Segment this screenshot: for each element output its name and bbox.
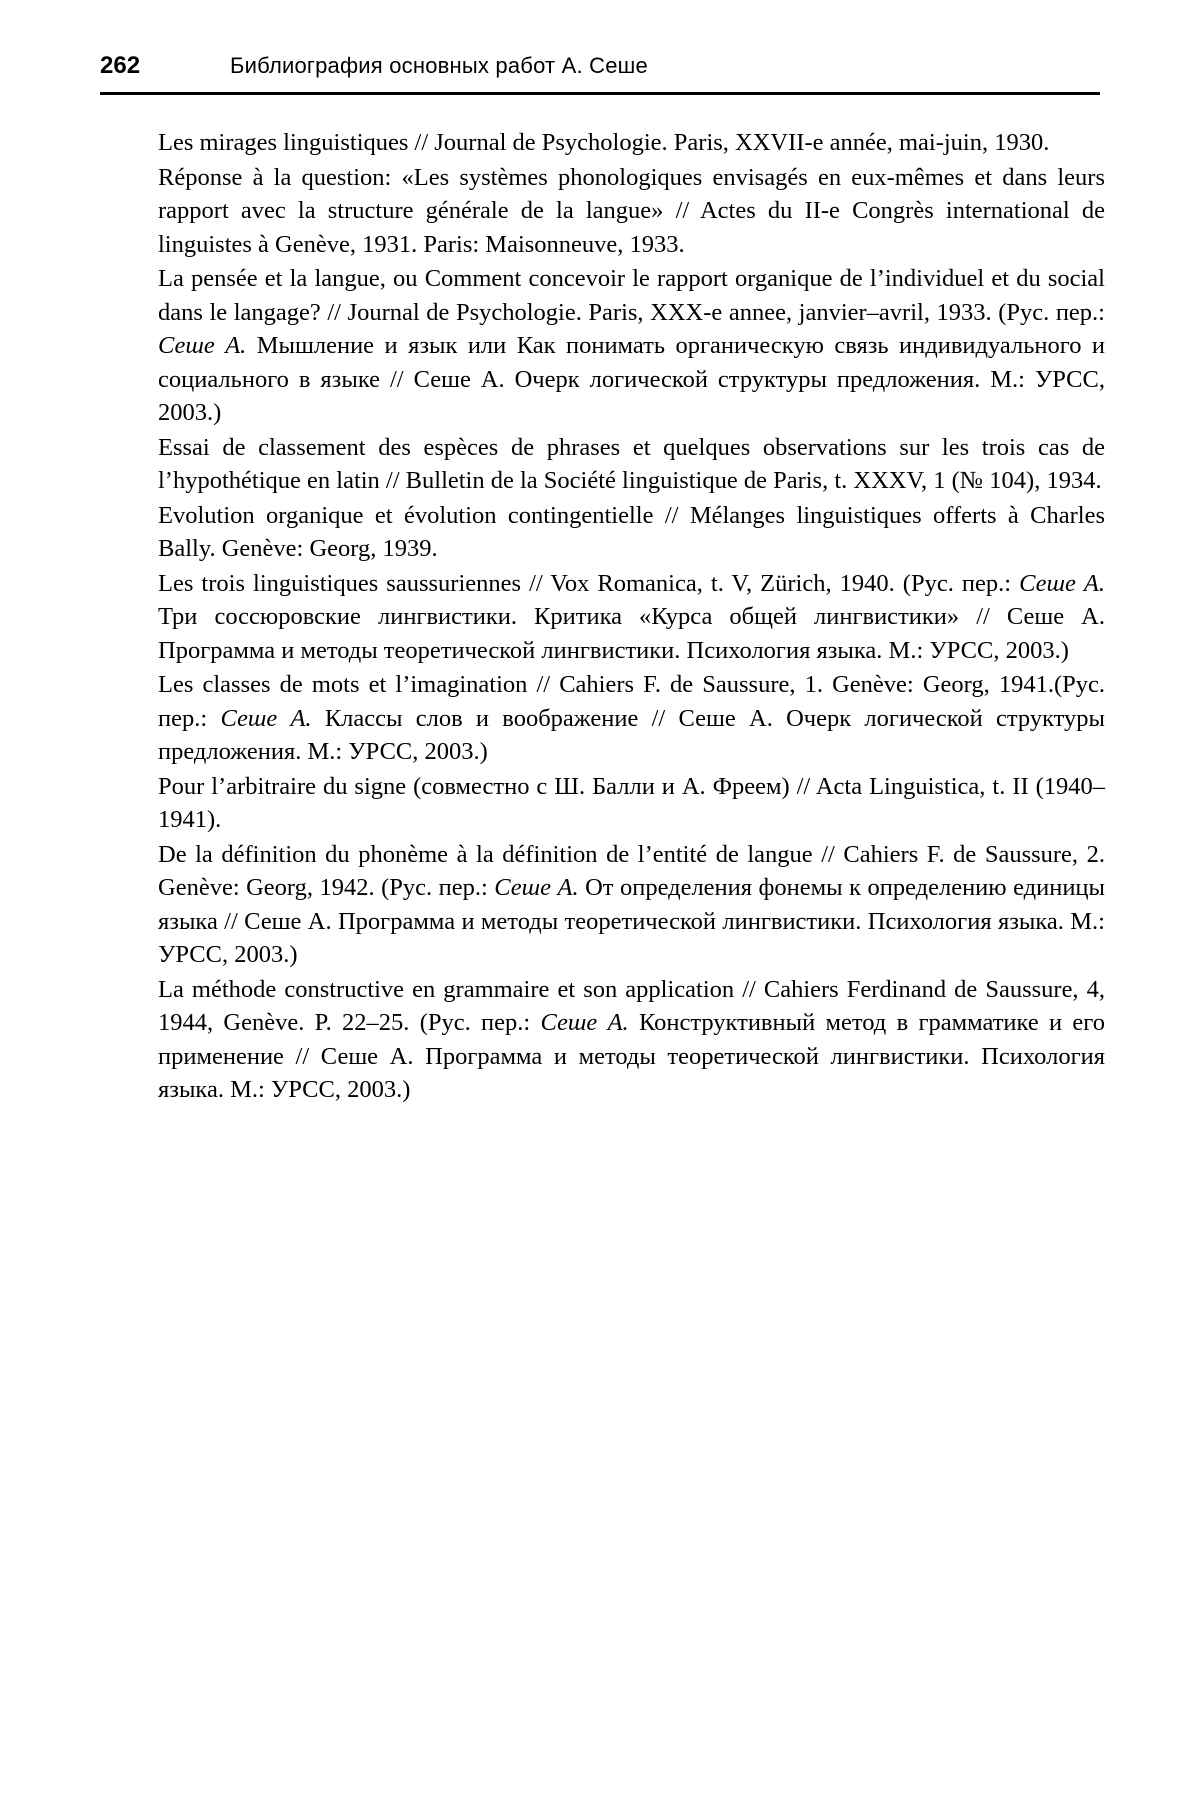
bibliography-entry: Evolution organique et évolution contingentielle // Mélanges linguistiques offerts à Charles Bally. Genève: Georg, 1939. [158,501,1105,562]
bibliography-entry: Les trois linguistiques saussuriennes // Vox Romanica, t. V, Zürich, 1940. (Рус. пер.: Сеше А. Три соссюровские лингвистики. Критика «Курса общей лингвистики» // Сеше А. Программа и методы теоретической лингвистики. Психология языка. М.: УРСС, 2003.) [158,569,1106,664]
header-divider [100,92,1100,95]
bibliography-entry: La pensée et la langue, ou Comment concevoir le rapport organique de l’individuel et du social dans le langage? // Journal de Psychologie. Paris, XXX-e annee, janvier–avril, 1933. (Рус. пер.: Сеше А. Мышление и язык или Как понимать органическую связь индивидуального и социального в языке // Сеше А. Очерк логической структуры предложения. М.: УРСС, 2003.) [158,265,1105,426]
bibliography-entry: Pour l’arbitraire du signe (совместно с Ш. Балли и А. Фреем) // Acta Linguistica, t. II (1940–1941). [158,772,1105,833]
bibliography-entry: Les mirages linguistiques // Journal de Psychologie. Paris, XXVII-e année, mai-juin, 1930. [158,129,1050,156]
bibliography-entry: Les classes de mots et l’imagination // Cahiers F. de Saussure, 1. Genève: Georg, 1941.(Рус. пер.: Сеше А. Классы слов и воображение // Сеше А. Очерк логической структуры предложения. М.: УРСС, 2003.) [158,671,1105,765]
bibliography-entry: La méthode constructive en grammaire et son application // Cahiers Ferdinand de Saussure, 4, 1944, Genève. P. 22–25. (Рус. пер.: Сеше А. Конструктивный метод в грамматике и его применение // Сеше А. Программа и методы теоретической лингвистики. Психология языка. М.: УРСС, 2003.) [158,975,1105,1103]
bibliography-entry: Essai de classement des espèces de phrases et quelques observations sur les trois cas de l’hypothétique en latin // Bulletin de la Société linguistique de Paris, t. XXXV, 1 (№ 104), 1934. [158,433,1105,494]
page-header [100,52,1100,96]
bibliography-list [100,126,1105,1108]
page-number: 262 [100,52,141,79]
page-title: Библиография основных работ А. Сеше [230,53,648,78]
bibliography-entry: De la définition du phonème à la définition de l’entité de langue // Cahiers F. de Saussure, 2. Genève: Georg, 1942. (Рус. пер.: Сеше А. От определения фонемы к определению единицы языка // Сеше А. Программа и методы теоретической лингвистики. Психология языка. М.: УРСС, 2003.) [158,840,1106,968]
bibliography-entry: Réponse à la question: «Les systèmes phonologiques envisagés en eux-mêmes et dans leurs rapport avec la structure générale de la langue» // Actes du II-e Congrès international de linguistes à Genève, 1931. Paris: Maisonneuve, 1933. [158,163,1105,258]
